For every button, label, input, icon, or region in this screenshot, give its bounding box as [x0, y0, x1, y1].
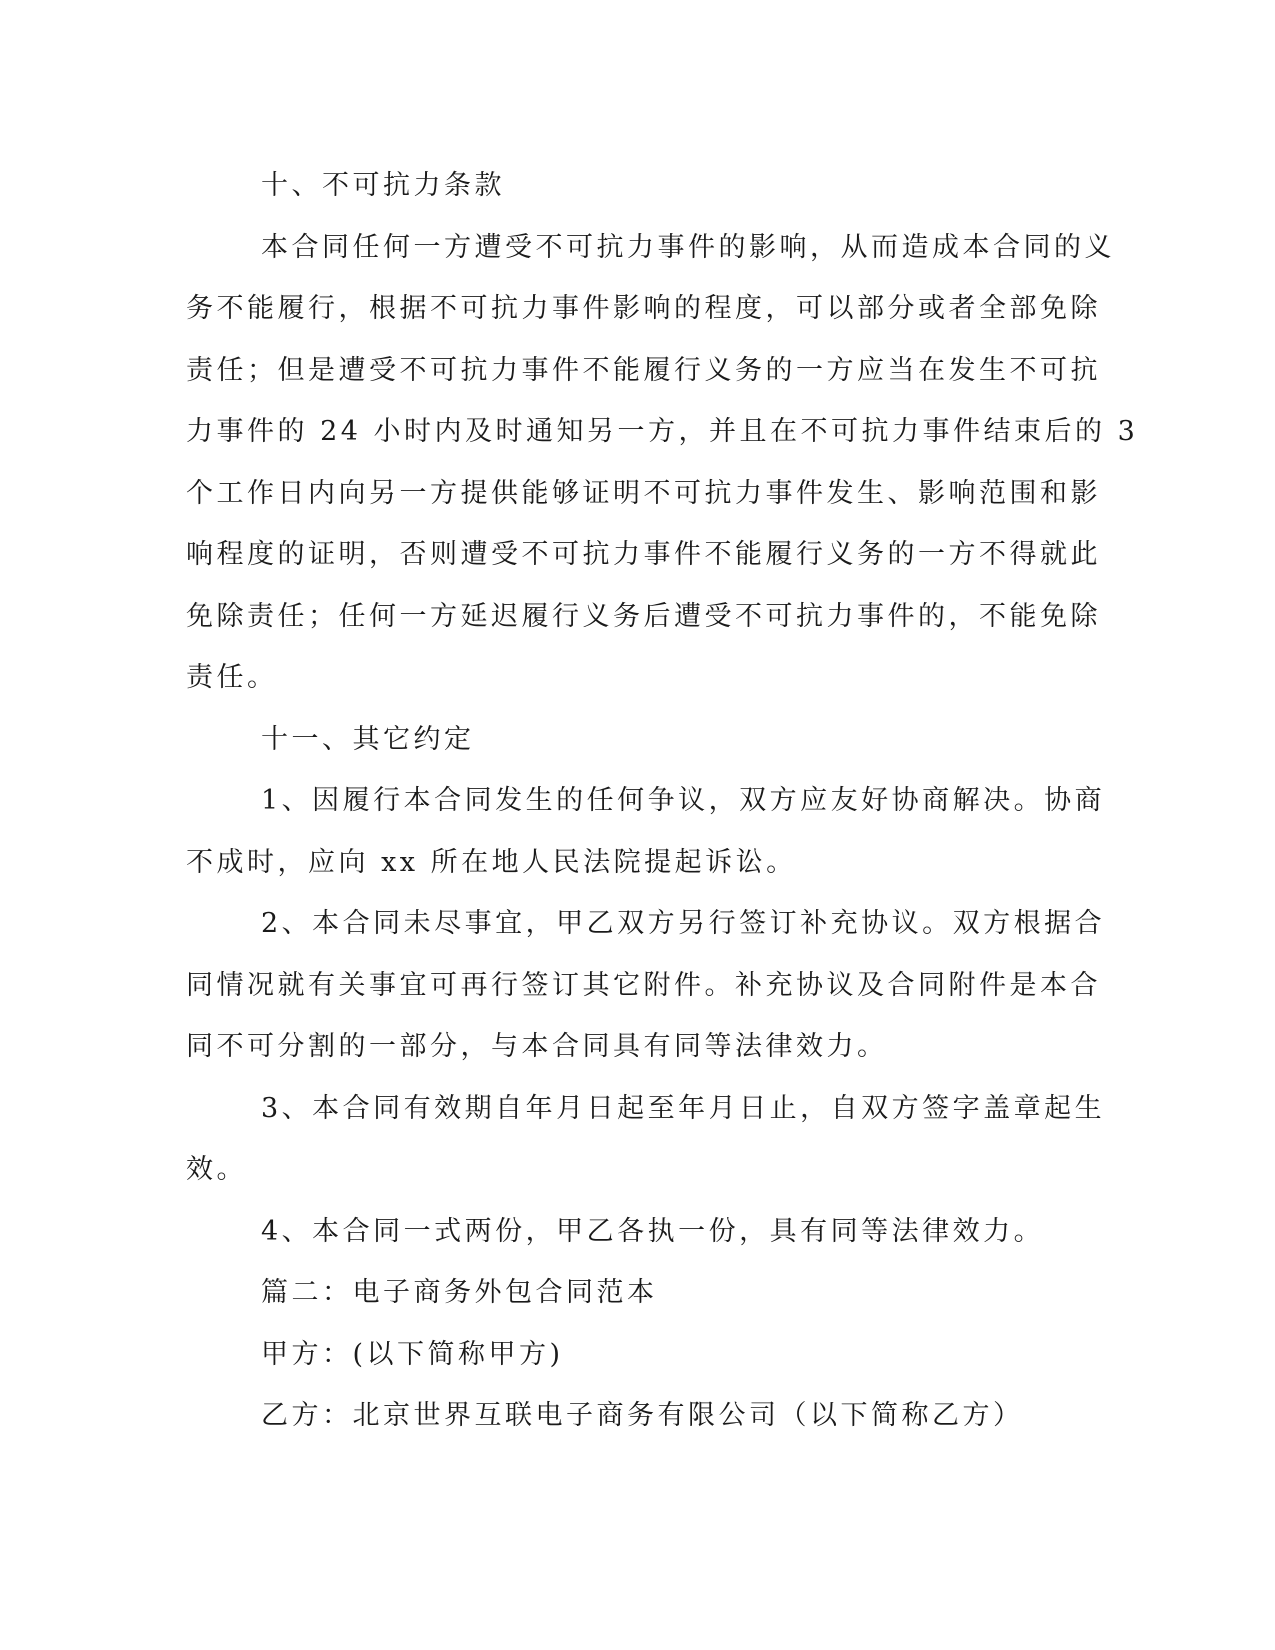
document-body [186, 155, 1139, 1447]
section-heading-other-agreements: 十一、其它约定 [261, 723, 475, 755]
clause-item-1: 1、因履行本合同发生的任何争议，双方应友好协商解决。协商 [261, 785, 1106, 816]
party-a-line: 甲方：(以下简称甲方) [261, 1338, 564, 1370]
paragraph-line: 个工作日内向另一方提供能够证明不可抗力事件发生、影响范围和影 [186, 477, 1101, 509]
paragraph-line: 责任；但是遭受不可抗力事件不能履行义务的一方应当在发生不可抗 [186, 354, 1101, 386]
clause-item-3: 3、本合同有效期自年月日起至年月日止，自双方签字盖章起生 [261, 1092, 1106, 1124]
clause-item-2-cont: 同不可分割的一部分，与本合同具有同等法律效力。 [186, 1031, 888, 1062]
paragraph-line: 本合同任何一方遭受不可抗力事件的影响，从而造成本合同的义 [261, 231, 1115, 263]
clause-item-4: 4、本合同一式两份，甲乙各执一份，具有同等法律效力。 [261, 1215, 1045, 1247]
paragraph-line: 务不能履行，根据不可抗力事件影响的程度，可以部分或者全部免除 [186, 293, 1101, 324]
clause-item-1-cont: 不成时，应向 xx 所在地人民法院提起诉讼。 [186, 846, 797, 878]
section-heading-force-majeure: 十、不可抗力条款 [261, 170, 505, 201]
party-b-line: 乙方：北京世界互联电子商务有限公司（以下简称乙方） [261, 1400, 1024, 1431]
clause-item-3-cont: 效。 [186, 1154, 247, 1185]
paragraph-line: 免除责任；任何一方延迟履行义务后遭受不可抗力事件的，不能免除 [186, 600, 1101, 632]
clause-item-2: 2、本合同未尽事宜，甲乙双方另行签订补充协议。双方根据合 [261, 908, 1106, 939]
part-two-title: 篇二：电子商务外包合同范本 [261, 1277, 658, 1308]
clause-item-2-cont: 同情况就有关事宜可再行签订其它附件。补充协议及合同附件是本合 [186, 969, 1101, 1001]
paragraph-line: 响程度的证明，否则遭受不可抗力事件不能履行义务的一方不得就此 [186, 539, 1101, 570]
paragraph-line: 力事件的 24 小时内及时通知另一方，并且在不可抗力事件结束后的 3 [186, 416, 1139, 447]
paragraph-line: 责任。 [186, 662, 278, 693]
